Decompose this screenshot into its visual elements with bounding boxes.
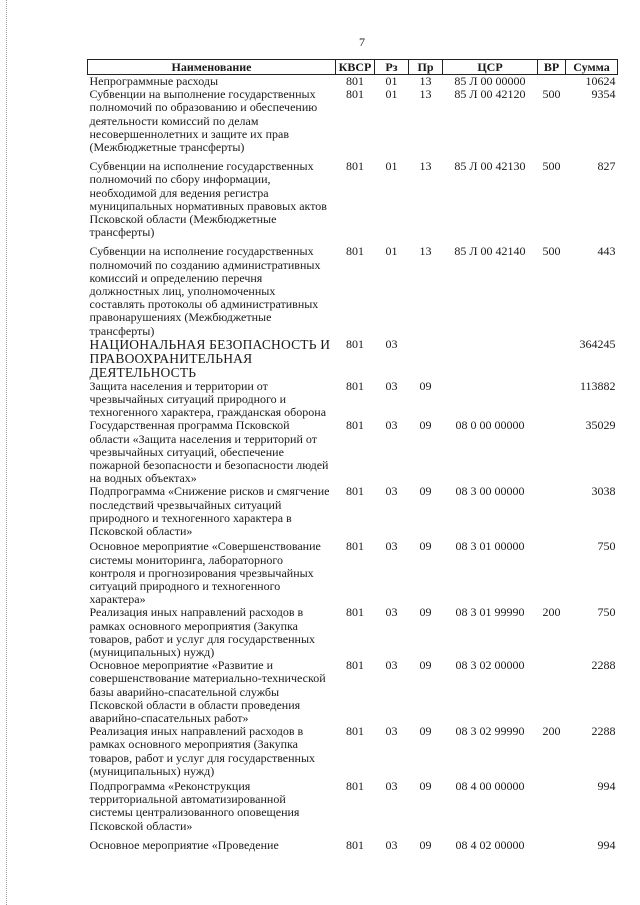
row-name-line: (Межбюджетные трансферты) [89,140,245,155]
row-pr: 09 [419,837,432,852]
row-name [88,75,336,89]
row-kvsr: 801 [346,724,364,739]
row-pr: 09 [419,605,432,620]
row-pr: 13 [419,87,432,102]
row-pr: 09 [419,724,432,739]
table-row [88,239,618,337]
row-kvsr: 801 [346,778,364,793]
table-row [88,485,618,538]
row-rz: 01 [385,244,398,259]
table-row [88,538,618,606]
row-csr: 85 Л 00 42140 [454,244,526,259]
row-pr: 13 [419,74,432,88]
row-name [88,606,336,659]
row-name-line: Основное мероприятие «Проведение [89,837,279,852]
row-rz: 03 [385,658,398,673]
row-vr: 500 [542,87,561,102]
row-name-line: Основное мероприятие «Совершенствование [89,539,321,554]
row-sum: 9354 [591,87,616,102]
row-kvsr: 801 [346,87,364,102]
row-csr: 85 Л 00 42130 [454,159,526,174]
row-kvsr: 801 [346,418,364,433]
row-vr [538,485,566,538]
row-csr: 08 3 01 99990 [455,605,525,620]
row-name-line: Псковской области в области проведения [89,697,301,712]
row-name-line: (муниципальных) нужд) [89,644,215,659]
row-vr [538,380,566,420]
row-pr: 13 [419,159,432,174]
row-name-line: необходимой для ведения регистра [89,185,269,200]
row-name-line: области «Защита населения и территорий от [89,431,317,446]
table-row [88,338,618,380]
row-name-line: Субвенции на исполнение государственных [89,244,314,259]
row-name-line: на водных объектах» [89,471,197,486]
row-csr: 08 4 00 00000 [455,778,525,793]
row-pr: 09 [419,378,432,393]
row-sum: 443 [597,244,616,259]
row-kvsr: 801 [346,336,364,351]
row-name-line: Реализация иных направлений расходов в [89,605,304,620]
row-name-line: Псковской области (Межбюджетные [89,212,277,227]
header-rz: Рз [375,60,409,75]
row-name-line: НАЦИОНАЛЬНАЯ БЕЗОПАСНОСТЬ И [89,336,331,352]
row-name-line: ситуаций природного и техногенного [89,578,281,593]
table-row [88,725,618,778]
row-name-line: товаров, работ и услуг для государственных [89,750,316,765]
row-name-line: муниципальных нормативных правовых актов [89,198,327,213]
row-name-line: полномочий по образованию и обеспечению [89,100,318,115]
table-body [88,75,618,852]
row-sum: 994 [597,778,616,793]
row-vr: 500 [542,244,561,259]
row-name [88,380,336,420]
row-name-line: чрезвычайных ситуаций природного и [89,392,287,407]
row-name [88,338,336,380]
row-csr: 08 3 02 00000 [455,658,525,673]
row-rz: 01 [385,159,398,174]
row-name-line: полномочий по сбору информации, [89,172,271,187]
row-kvsr: 801 [346,837,364,852]
row-sum: 35029 [585,418,616,433]
row-rz: 03 [385,418,398,433]
row-sum: 10624 [585,74,616,88]
header-pr: Пр [409,60,443,75]
header-sum: Сумма [566,60,618,75]
row-csr [443,338,538,380]
row-rz: 01 [385,87,398,102]
row-vr: 500 [542,159,561,174]
row-rz: 03 [385,484,398,499]
row-name [88,538,336,606]
row-rz: 01 [385,74,398,88]
header-csr: ЦСР [443,60,538,75]
row-kvsr: 801 [346,74,364,88]
row-name-line: Подпрограмма «Снижение рисков и смягчение [89,484,330,499]
row-rz: 03 [385,724,398,739]
row-pr: 09 [419,484,432,499]
page-edge [6,0,8,905]
row-name-line: системы централизованного оповещения [89,805,300,820]
table-row [88,419,618,485]
row-name [88,833,336,852]
row-pr: 09 [419,539,432,554]
row-name-line: контроля и прогнозирования чрезвычайных [89,565,314,580]
row-kvsr: 801 [346,658,364,673]
row-csr: 85 Л 00 42120 [454,87,526,102]
row-name [88,88,336,154]
row-name-line: рамках основного мероприятия (Закупка [89,737,299,752]
row-name-line: составлять протоколы об административных [89,297,319,312]
row-name-line: Непрограммные расходы [89,74,219,88]
row-name [88,154,336,239]
row-vr [538,833,566,852]
table-row [88,659,618,725]
row-sum: 827 [597,159,616,174]
row-name-line: базы аварийно-спасательной службы [89,684,280,699]
row-name-line: трансферты) [89,225,155,240]
row-name-line: Основное мероприятие «Развитие и [89,658,273,673]
row-rz: 03 [385,539,398,554]
row-pr: 13 [419,244,432,259]
row-csr: 08 3 02 99990 [455,724,525,739]
row-rz: 03 [385,378,398,393]
row-name-line: Защита населения и территории от [89,378,268,393]
row-name-line: чрезвычайных ситуаций, обеспечение [89,444,284,459]
row-kvsr: 801 [346,159,364,174]
row-rz: 03 [385,336,398,351]
row-name-line: Псковской области» [89,524,193,539]
row-sum: 750 [597,539,616,554]
row-vr [538,419,566,485]
row-name [88,239,336,337]
table-row [88,606,618,659]
row-name-line: Подпрограмма «Реконструкция [89,778,251,793]
row-csr: 08 3 00 00000 [455,484,525,499]
row-csr: 08 3 01 00000 [455,539,525,554]
row-name-line: Субвенции на выполнение государственных [89,87,316,102]
row-vr [538,75,566,89]
row-pr [409,338,443,380]
row-name-line: Субвенции на исполнение государственных [89,159,314,174]
row-vr [538,659,566,725]
row-vr: 200 [542,724,561,739]
row-name-line: товаров, работ и услуг для государственных [89,631,316,646]
row-name-line: системы мониторинга, лабораторного [89,552,283,567]
row-name [88,659,336,725]
table-row [88,75,618,89]
table-row [88,778,618,833]
row-csr: 85 Л 00 00000 [454,74,526,88]
budget-table [87,59,618,852]
row-name [88,778,336,833]
row-rz: 03 [385,778,398,793]
row-pr: 09 [419,418,432,433]
row-name-line: характера» [89,592,146,607]
row-vr: 200 [542,605,561,620]
row-sum: 2288 [591,724,616,739]
header-kvsr: КВСР [336,60,375,75]
row-name-line: пожарной безопасности и безопасности людей [89,458,329,473]
row-name-line: комиссий и определению перечня [89,270,263,285]
row-name [88,419,336,485]
row-name-line: последствий чрезвычайных ситуаций [89,497,282,512]
row-vr [538,778,566,833]
row-vr [538,338,566,380]
header-vr: ВР [538,60,566,75]
row-name-line: Государственная программа Псковской [89,418,290,433]
row-csr: 08 0 00 00000 [455,418,525,433]
row-sum: 994 [597,837,616,852]
row-sum: 750 [597,605,616,620]
row-name-line: должностных лиц, уполномоченных [89,284,276,299]
row-kvsr: 801 [346,539,364,554]
row-name-line: правонарушениях (Межбюджетные [89,310,272,325]
row-name-line: аварийно-спасательных работ» [89,710,249,725]
row-sum: 2288 [591,658,616,673]
row-name-line: несовершеннолетних и защите их прав [89,126,290,141]
row-name-line: деятельности комиссий по делам [89,113,259,128]
table-header-row [88,60,618,75]
row-name-line: рамках основного мероприятия (Закупка [89,618,299,633]
row-kvsr: 801 [346,378,364,393]
row-rz: 03 [385,837,398,852]
row-name-line: техногенного характера, гражданская оборона [89,405,327,420]
row-csr [443,380,538,420]
table-row [88,88,618,154]
row-kvsr: 801 [346,244,364,259]
row-name-line: совершенствование материально-технической [89,671,326,686]
row-name [88,725,336,778]
header-name: Наименование [88,60,336,75]
row-name-line: территориальной автоматизированной [89,792,286,807]
row-name-line: полномочий по созданию административных [89,257,321,272]
row-name-line: Псковской области» [89,818,193,833]
row-sum: 3038 [591,484,616,499]
row-name-line: Реализация иных направлений расходов в [89,724,304,739]
row-kvsr: 801 [346,605,364,620]
page-number: 7 [359,35,365,49]
row-rz: 03 [385,605,398,620]
row-name-line: (муниципальных) нужд) [89,763,215,778]
row-pr: 09 [419,778,432,793]
table-row [88,833,618,852]
row-csr: 08 4 02 00000 [455,837,525,852]
row-pr: 09 [419,658,432,673]
row-vr [538,538,566,606]
row-sum: 364245 [579,336,616,351]
row-kvsr: 801 [346,484,364,499]
row-name [88,485,336,538]
row-name-line: ПРАВООХРАНИТЕЛЬНАЯ ДЕЯТЕЛЬНОСТЬ [89,350,253,380]
table-row [88,380,618,420]
table-row [88,154,618,239]
row-name-line: природного и техногенного характера в [89,510,292,525]
row-name-line: трансферты) [89,323,155,338]
row-sum: 113882 [579,378,616,393]
